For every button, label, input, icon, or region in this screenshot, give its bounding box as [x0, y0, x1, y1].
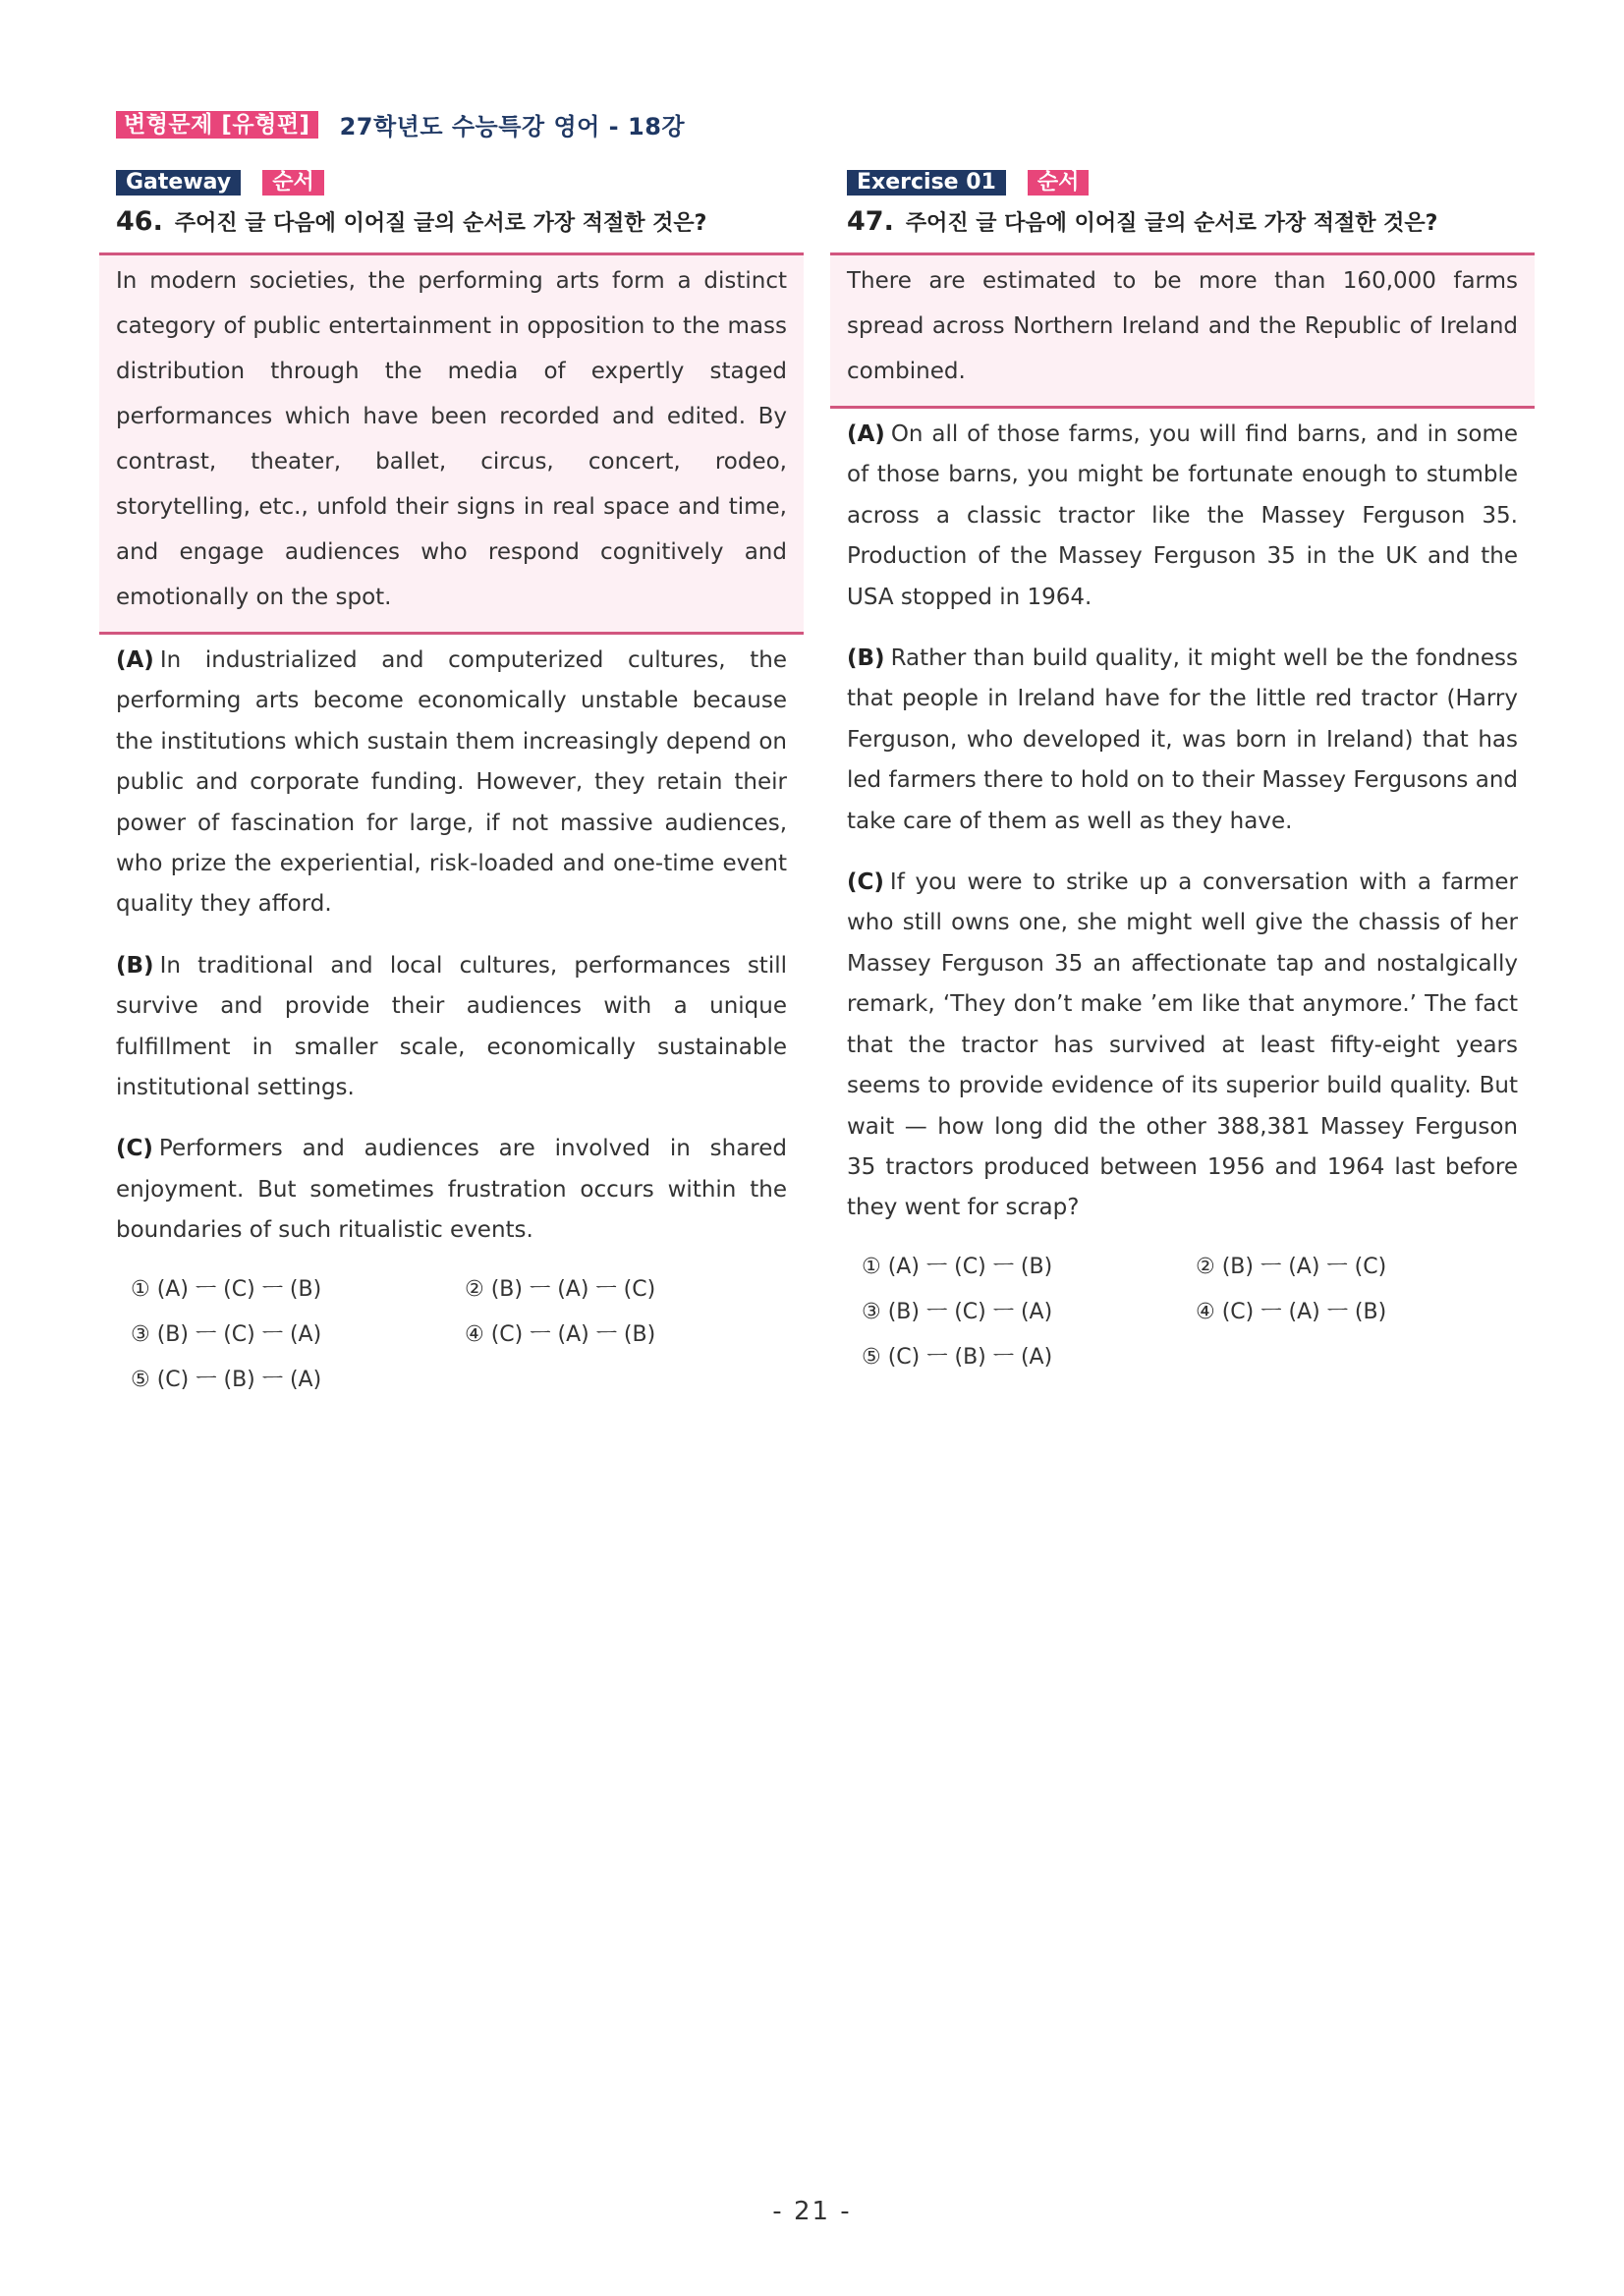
ordered-paragraphs — [830, 409, 1535, 1229]
ordered-paragraphs — [99, 635, 804, 1252]
question-text: 주어진 글 다음에 이어질 글의 순서로 가장 적절한 것은? — [905, 211, 1438, 236]
answer-options — [830, 1251, 1535, 1374]
answer-options — [99, 1273, 804, 1397]
paragraph-b — [847, 639, 1518, 842]
paragraph-text: On all of those farms, you will find barns, and in some of those barns, you might be fortunate enough to stumble across a classic tractor like the Massey Ferguson 35. Production of the Massey Ferguson 35 in the UK and the USA stopped in 1964. — [847, 421, 1518, 610]
question-46-column — [99, 169, 804, 1397]
paragraph-tag: (B) — [847, 645, 885, 672]
option-4[interactable]: ④ (C) ㅡ (A) ㅡ (B) — [1196, 1299, 1387, 1324]
question-46-prompt — [99, 206, 804, 242]
paragraph-text: If you were to strike up a conversation with a farmer who still owns one, she might well give the chassis of her Massey Ferguson 35 an affectionate tap and nostalgically remark, ‘They don’t make ’em like that anymore.’ The fact that the tractor has survived at least fifty-eight years seems to provide evidence of its superior build quality. But wait — how long did the other 388,381 Massey Ferguson 35 tractors produced between 1956 and 1964 last before they went for scrap? — [847, 869, 1518, 1221]
paragraph-tag: (A) — [116, 647, 154, 673]
option-5[interactable]: ⑤ (C) ㅡ (B) ㅡ (A) — [862, 1344, 1053, 1370]
option-1[interactable]: ① (A) ㅡ (C) ㅡ (B) — [862, 1254, 1053, 1279]
given-passage: In modern societies, the performing arts form a distinct category of public entertainment in opposition to the mass distribution through the media of expertly staged performances which have been recorded and edited. By contrast, theater, ballet, circus, concert, rodeo, storytelling, etc., unfold their signs in real space and time, and engage audiences who respond cognitively and emotionally on the spot. — [116, 268, 787, 610]
paragraph-c — [116, 1129, 787, 1251]
question-text: 주어진 글 다음에 이어질 글의 순서로 가장 적절한 것은? — [174, 211, 707, 236]
question-number: 47. — [847, 206, 894, 237]
type-label: 순서 — [1028, 170, 1090, 196]
paragraph-tag: (C) — [116, 1136, 153, 1162]
option-1[interactable]: ① (A) ㅡ (C) ㅡ (B) — [131, 1276, 322, 1302]
question-number: 46. — [116, 206, 163, 237]
paragraph-tag: (C) — [847, 869, 884, 896]
paragraph-c — [847, 863, 1518, 1229]
paragraph-text: Performers and audiences are involved in shared enjoyment. But sometimes frustration occurs within the boundaries of such ritualistic events. — [116, 1136, 787, 1244]
paragraph-b — [116, 946, 787, 1109]
given-passage: There are estimated to be more than 160,000 farms spread across Northern Ireland and the Republic of Ireland combined. — [847, 268, 1518, 384]
question-47-column — [830, 169, 1535, 1374]
page-header — [116, 107, 685, 141]
paragraph-text: In traditional and local cultures, performances still survive and provide their audiences with a unique fulfillment in smaller scale, economically sustainable institutional settings. — [116, 952, 787, 1101]
header-tag: 변형문제 [유형편] — [116, 111, 318, 139]
type-label: 순서 — [262, 170, 324, 196]
option-3[interactable]: ③ (B) ㅡ (C) ㅡ (A) — [862, 1299, 1053, 1324]
option-3[interactable]: ③ (B) ㅡ (C) ㅡ (A) — [131, 1321, 322, 1347]
section-label: Gateway — [116, 170, 241, 196]
option-2[interactable]: ② (B) ㅡ (A) ㅡ (C) — [1196, 1254, 1387, 1279]
question-47-labels — [830, 169, 1535, 196]
paragraph-text: Rather than build quality, it might well be the fondness that people in Ireland have for the little red tractor (Harry Ferguson, who developed it, was born in Ireland) that has led farmers there to hold on to their Massey Fergusons and take care of them as well as they have. — [847, 645, 1518, 834]
paragraph-a — [847, 415, 1518, 618]
paragraph-text: In industrialized and computerized cultures, the performing arts become economically unstable because the institutions which sustain them increasingly depend on public and corporate funding. However, they retain their power of fascination for large, if not massive audiences, who prize the experiential, risk-loaded and one-time event quality they afford. — [116, 647, 787, 918]
option-2[interactable]: ② (B) ㅡ (A) ㅡ (C) — [465, 1276, 656, 1302]
question-47-prompt — [830, 206, 1535, 242]
header-title: 27학년도 수능특강 영어 - 18강 — [339, 113, 686, 140]
paragraph-tag: (A) — [847, 421, 885, 447]
paragraph-tag: (B) — [116, 952, 154, 979]
question-46-labels — [99, 169, 804, 196]
paragraph-a — [116, 641, 787, 925]
given-passage-box — [99, 252, 804, 635]
option-4[interactable]: ④ (C) ㅡ (A) ㅡ (B) — [465, 1321, 656, 1347]
page-number: - 21 - — [772, 2197, 852, 2226]
given-passage-box — [830, 252, 1535, 409]
section-label: Exercise 01 — [847, 170, 1006, 196]
option-5[interactable]: ⑤ (C) ㅡ (B) ㅡ (A) — [131, 1367, 322, 1392]
